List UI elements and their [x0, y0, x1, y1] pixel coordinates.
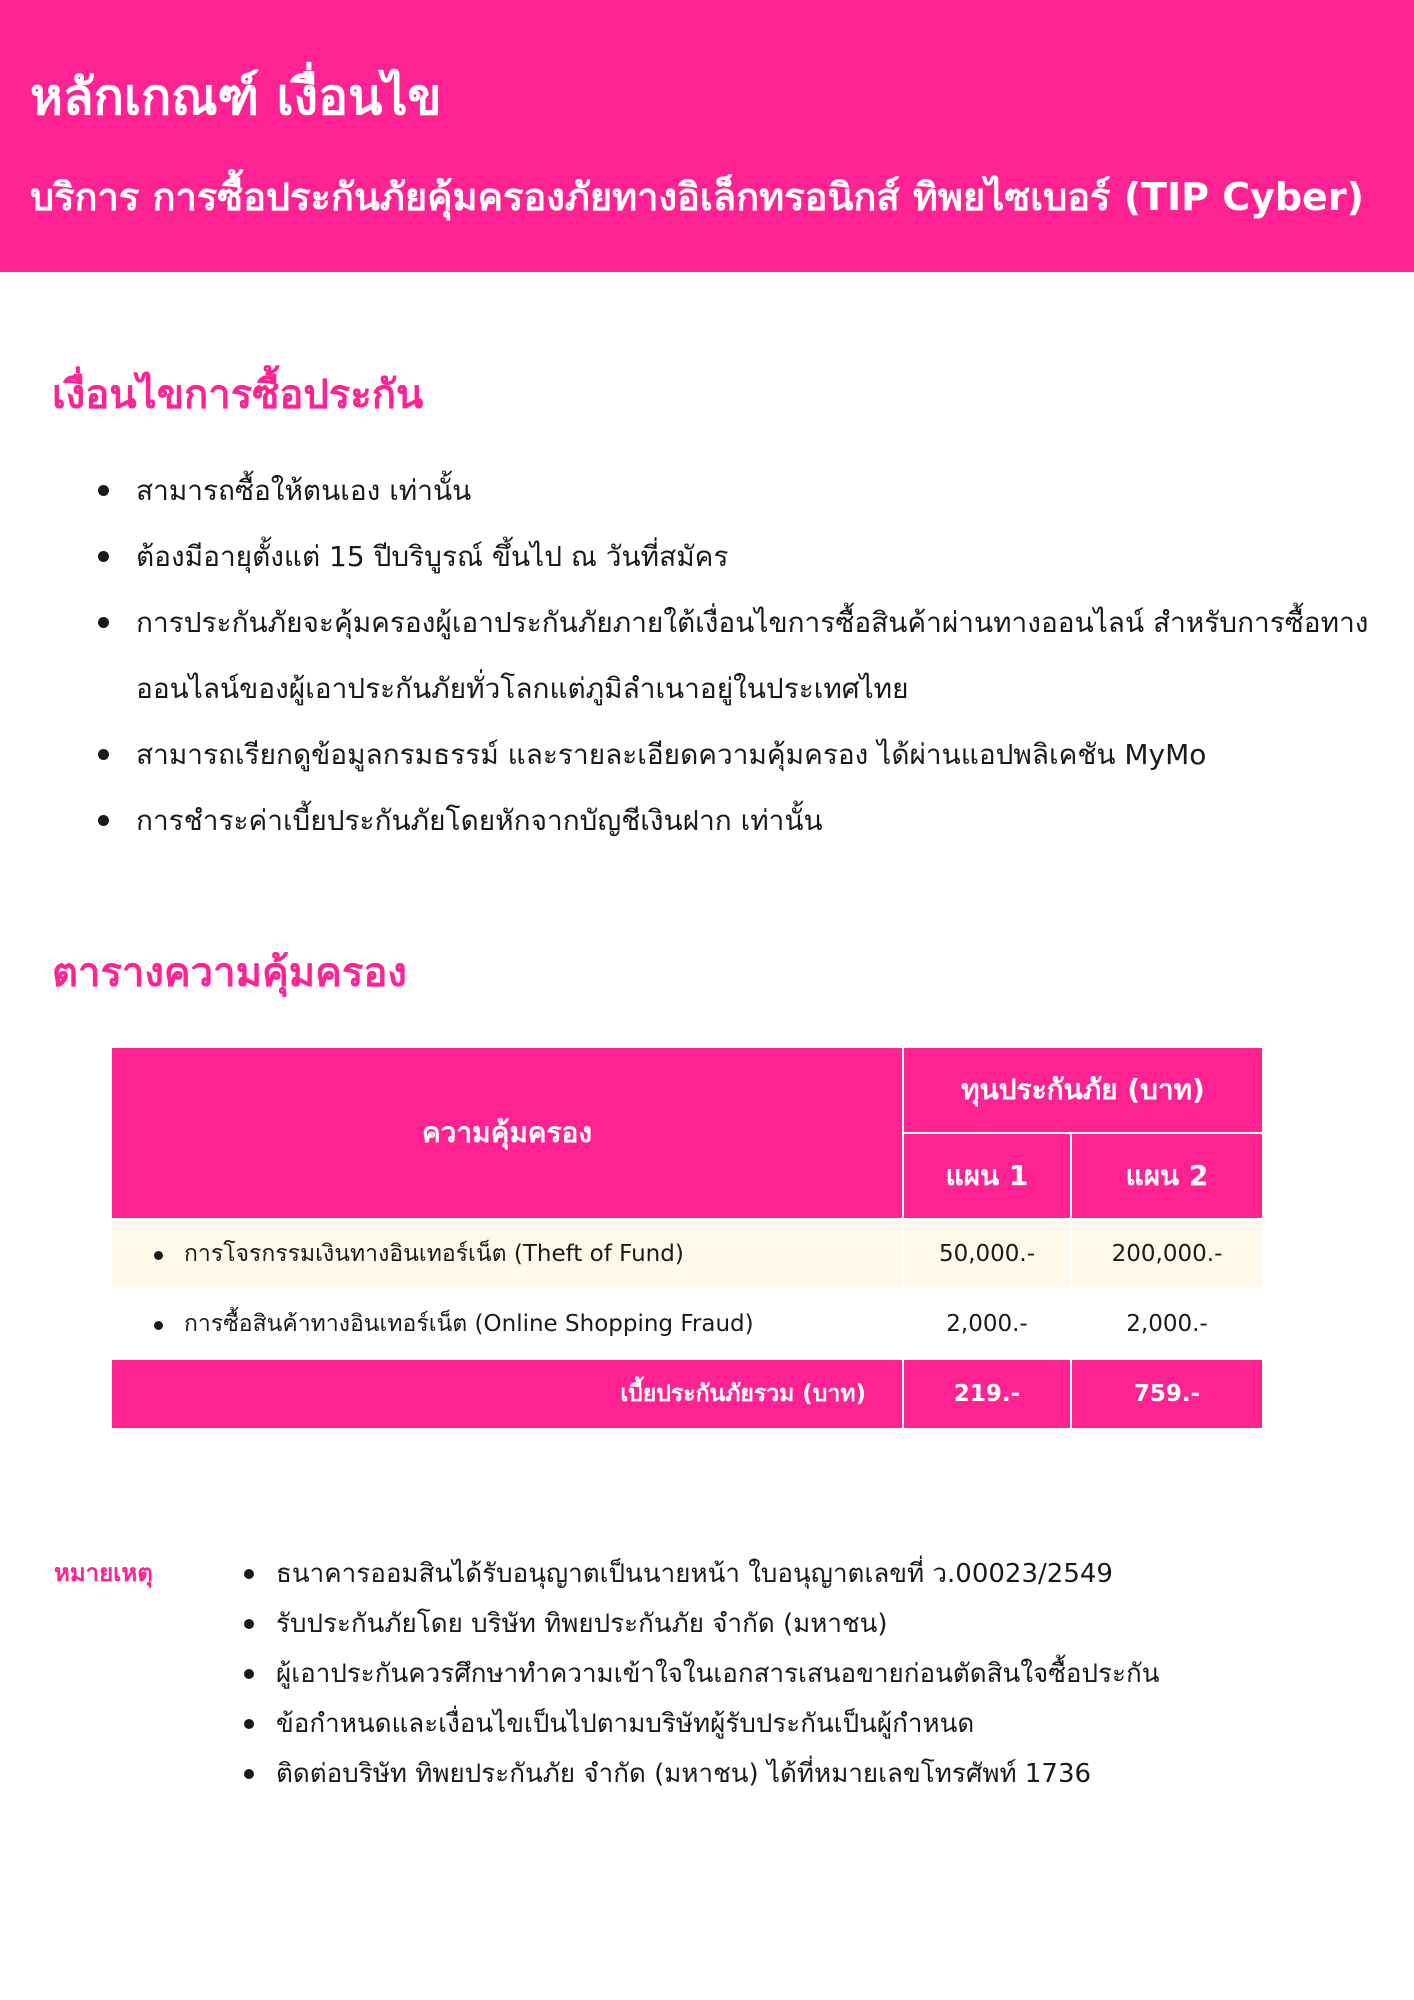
- list-item: ข้อกำหนดและเงื่อนไขเป็นไปตามบริษัทผู้รับประกันเป็นผู้กำหนด: [238, 1699, 1338, 1749]
- page-title: หลักเกณฑ์ เงื่อนไข: [30, 68, 442, 126]
- bullet-icon: [98, 617, 109, 628]
- list-item: สามารถซื้อให้ตนเอง เท่านั้น: [96, 458, 1356, 524]
- notes-label: หมายเหตุ: [54, 1559, 153, 1587]
- list-item: สามารถเรียกดูข้อมูลกรมธรรม์ และรายละเอียดความคุ้มครอง ได้ผ่านแอปพลิเคชัน MyMo: [96, 722, 1356, 788]
- page-subtitle: บริการ การซื้อประกันภัยคุ้มครองภัยทางอิเล็กทรอนิกส์ ทิพยไซเบอร์ (TIP Cyber): [30, 175, 1364, 219]
- page-header: [0, 0, 1414, 272]
- bullet-icon: [244, 1569, 254, 1579]
- bullet-icon: [98, 485, 109, 496]
- list-item: ติดต่อบริษัท ทิพยประกันภัย จำกัด (มหาชน) ได้ที่หมายเลขโทรศัพท์ 1736: [238, 1749, 1338, 1799]
- bullet-icon: [98, 815, 109, 826]
- coverage-item-cell: การซื้อสินค้าทางอินเทอร์เน็ต (Online Shopping Fraud): [111, 1289, 903, 1359]
- table-row: [111, 1219, 1263, 1289]
- plan1-header: แผน 1: [903, 1133, 1071, 1219]
- plan1-amount: 50,000.-: [903, 1219, 1071, 1289]
- list-item: ผู้เอาประกันควรศึกษาทำความเข้าใจในเอกสารเสนอขายก่อนตัดสินใจซื้อประกัน: [238, 1649, 1338, 1699]
- bullet-icon: [244, 1669, 254, 1679]
- bullet-icon: [244, 1769, 254, 1779]
- list-item: ต้องมีอายุตั้งแต่ 15 ปีบริบูรณ์ ขึ้นไป ณ วันที่สมัคร: [96, 524, 1356, 590]
- total-plan1-amount: 219.-: [903, 1359, 1071, 1429]
- col-coverage-header: ความคุ้มครอง: [111, 1047, 903, 1219]
- list-item: รับประกันภัยโดย บริษัท ทิพยประกันภัย จำกัด (มหาชน): [238, 1599, 1338, 1649]
- bullet-icon: [98, 551, 109, 562]
- table-row: [111, 1289, 1263, 1359]
- conditions-heading: เงื่อนไขการซื้อประกัน: [52, 372, 424, 418]
- plan1-amount: 2,000.-: [903, 1289, 1071, 1359]
- bullet-icon: [154, 1251, 163, 1260]
- plan2-amount: 200,000.-: [1071, 1219, 1263, 1289]
- coverage-heading: ตารางความคุ้มครอง: [52, 950, 407, 996]
- list-item: การชำระค่าเบี้ยประกันภัยโดยหักจากบัญชีเงินฝาก เท่านั้น: [96, 788, 1356, 854]
- total-plan2-amount: 759.-: [1071, 1359, 1263, 1429]
- plan2-header: แผน 2: [1071, 1133, 1263, 1219]
- bullet-icon: [98, 749, 109, 760]
- coverage-item-cell: การโจรกรรมเงินทางอินเทอร์เน็ต (Theft of Fund): [111, 1219, 903, 1289]
- coverage-table: [110, 1046, 1264, 1430]
- total-premium-label: เบี้ยประกันภัยรวม (บาท): [111, 1359, 903, 1429]
- bullet-icon: [154, 1321, 163, 1330]
- total-row: [111, 1359, 1263, 1429]
- list-item: การประกันภัยจะคุ้มครองผู้เอาประกันภัยภายใต้เงื่อนไขการซื้อสินค้าผ่านทางออนไลน์ สำหรับการซื้อทาง ออนไลน์ของผู้เอาประกันภัยทั่วโลกแต่ภูมิลำเนาอยู่ในประเทศไทย: [96, 590, 1356, 722]
- bullet-icon: [244, 1719, 254, 1729]
- plan2-amount: 2,000.-: [1071, 1289, 1263, 1359]
- col-sum-insured-header: ทุนประกันภัย (บาท): [903, 1047, 1263, 1133]
- bullet-icon: [244, 1619, 254, 1629]
- notes-list: [238, 1549, 1338, 1799]
- conditions-list: [96, 458, 1369, 854]
- list-item: ธนาคารออมสินได้รับอนุญาตเป็นนายหน้า ใบอนุญาตเลขที่ ว.00023/2549: [238, 1549, 1338, 1599]
